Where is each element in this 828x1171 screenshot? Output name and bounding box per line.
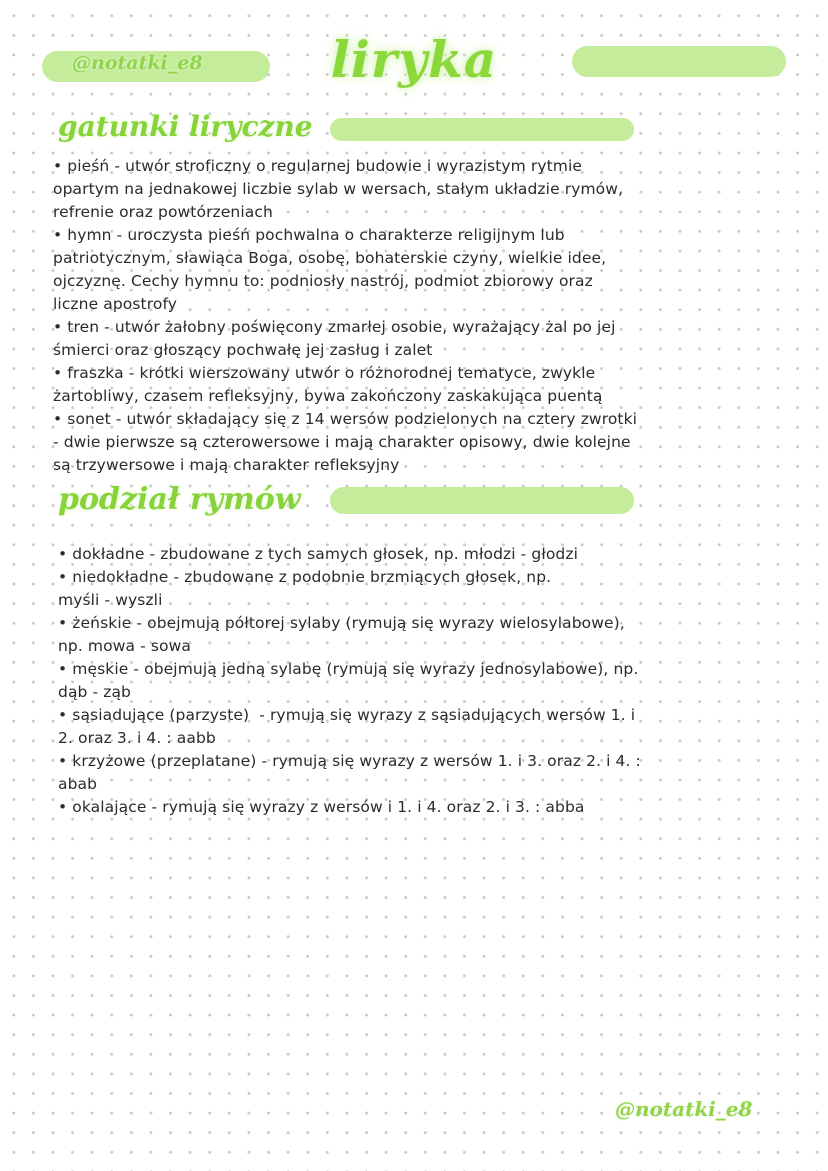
text-line: abab [58, 775, 98, 793]
text-line: • żeńskie - obejmują półtorej sylaby (rymują się wyrazy wielosylabowe), [58, 614, 625, 632]
text-line: • hymn - uroczysta pieśń pochwalna o charakterze religijnym lub [53, 226, 565, 244]
text-line: liczne apostrofy [53, 295, 178, 313]
text-line: myśli - wyszli [58, 591, 163, 609]
text-line: są trzywersowe i mają charakter refleksyjny [53, 456, 400, 474]
text-line: żartobliwy, czasem refleksyjny, bywa zakończony zaskakująca puentą [53, 387, 603, 405]
section-2-title: podział rymów [58, 482, 301, 517]
text-line: • męskie - obejmują jedną sylabę (rymują się wyrazy jednosylabowe), np. [58, 660, 639, 678]
text-line: dąb - ząb [58, 683, 131, 701]
text-line: 2. oraz 3. i 4. : aabb [58, 729, 216, 747]
text-line: • okalające - rymują się wyrazy z wersów i 1. i 4. oraz 2. i 3. : abba [58, 798, 585, 816]
text-line: opartym na jednakowej liczbie sylab w wersach, stałym układzie rymów, [53, 180, 624, 198]
text-line: refrenie oraz powtórzeniach [53, 203, 273, 221]
text-line: - dwie pierwsze są czterowersowe i mają charakter opisowy, dwie kolejne [53, 433, 631, 451]
text-line: • fraszka - krótki wierszowany utwór o różnorodnej tematyce, zwykle [53, 364, 596, 382]
header-handle: @notatki_e8 [72, 52, 203, 74]
section-2-pill [330, 487, 634, 514]
page-title: liryka [330, 30, 498, 89]
text-line: ojczyznę. Cechy hymnu to: podniosły nastrój, podmiot zbiorowy oraz [53, 272, 593, 290]
section-1-pill [330, 118, 634, 141]
text-line: patriotycznym, sławiąca Boga, osobę, bohaterskie czyny, wielkie idee, [53, 249, 607, 267]
text-line: • krzyżowe (przeplatane) - rymują się wyrazy z wersów 1. i 3. oraz 2. i 4. : [58, 752, 641, 770]
text-line: • tren - utwór żałobny poświęcony zmarłej osobie, wyrażający żal po jej [53, 318, 616, 336]
text-line: • sonet - utwór składający się z 14 wersów podzielonych na cztery zwrotki [53, 410, 638, 428]
text-line: • dokładne - zbudowane z tych samych głosek, np. młodzi - głodzi [58, 545, 579, 563]
section-2-text [58, 543, 641, 819]
text-line: • pieśń - utwór stroficzny o regularnej budowie i wyrazistym rytmie [53, 157, 583, 175]
footer-handle: @notatki_e8 [615, 1097, 753, 1121]
section-1-title: gatunki liryczne [58, 110, 313, 143]
text-line: śmierci oraz głoszący pochwałę jej zasług i zalet [53, 341, 433, 359]
section-1-text [53, 155, 637, 477]
text-line: • niedokładne - zbudowane z podobnie brzmiących głosek, np. [58, 568, 552, 586]
text-line: np. mowa - sowa [58, 637, 191, 655]
text-line: • sąsiadujące (parzyste) - rymują się wyrazy z sąsiadujących wersów 1. i [58, 706, 636, 724]
